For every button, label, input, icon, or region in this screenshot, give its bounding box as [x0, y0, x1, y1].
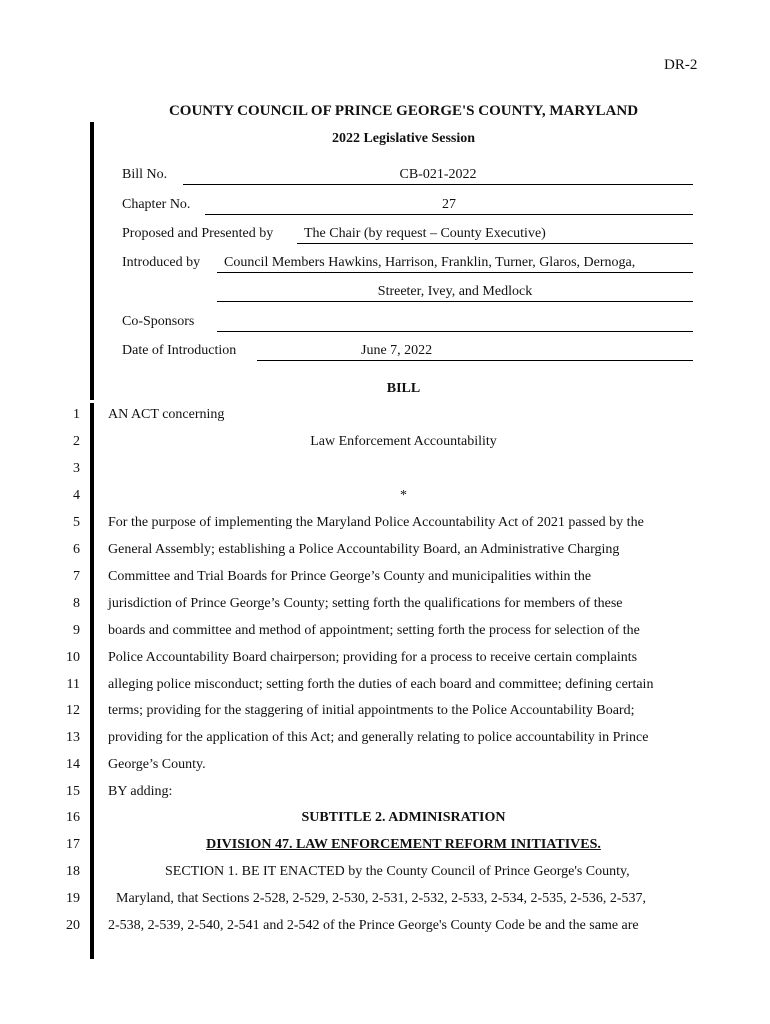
line-number: 8	[73, 596, 80, 611]
body-line: SECTION 1. BE IT ENACTED by the County Council of Prince George's County,	[165, 864, 630, 879]
body-line: For the purpose of implementing the Maryland Police Accountability Act of 2021 passed by the	[108, 515, 644, 530]
chapter-no-value: 27	[205, 197, 693, 215]
line-number: 2	[73, 434, 80, 449]
body-line: Police Accountability Board chairperson; providing for a process to receive certain complaints	[108, 650, 638, 665]
bill-heading: BILL	[386, 381, 421, 396]
division-heading: DIVISION 47. LAW ENFORCEMENT REFORM INITIATIVES.	[206, 837, 601, 852]
introduced-value-2: Streeter, Ivey, and Medlock	[217, 284, 693, 302]
body-line: General Assembly; establishing a Police Accountability Board, an Administrative Charging	[108, 542, 620, 557]
session-title: 2022 Legislative Session	[331, 131, 476, 146]
chapter-no-label: Chapter No.	[122, 197, 191, 212]
body-line: boards and committee and method of appointment; setting forth the process for selection of the	[108, 623, 640, 638]
date-label: Date of Introduction	[122, 343, 237, 358]
revision-bar-top	[90, 122, 94, 400]
body-line: Committee and Trial Boards for Prince George’s County and municipalities within the	[108, 569, 592, 584]
line-number: 15	[66, 784, 80, 799]
revision-bar-body	[90, 403, 94, 959]
line-number: 9	[73, 623, 80, 638]
body-line: AN ACT concerning	[108, 407, 225, 422]
line-number: 11	[66, 677, 80, 692]
body-line: George’s County.	[108, 757, 206, 772]
line-number: 3	[73, 461, 80, 476]
line-number: 14	[66, 757, 80, 772]
line-number: 7	[73, 569, 80, 584]
asterisk-marker: *	[400, 488, 407, 503]
line-number: 16	[66, 810, 80, 825]
council-title: COUNTY COUNCIL OF PRINCE GEORGE'S COUNTY, MARYLAND	[168, 103, 639, 119]
body-line: providing for the application of this Act; and generally relating to police accountability in Prince	[108, 730, 649, 745]
line-number: 13	[66, 730, 80, 745]
proposed-text: The Chair (by request – County Executive)	[304, 226, 546, 241]
body-line: Maryland, that Sections 2-528, 2-529, 2-530, 2-531, 2-532, 2-533, 2-534, 2-535, 2-536, 2-537,	[116, 891, 646, 906]
bill-no-label: Bill No.	[122, 167, 168, 182]
bill-no-value: CB-021-2022	[183, 167, 693, 185]
line-number: 5	[73, 515, 80, 530]
body-line: 2-538, 2-539, 2-540, 2-541 and 2-542 of the Prince George's County Code be and the same are	[108, 918, 639, 933]
line-number: 4	[73, 488, 80, 503]
act-subject: Law Enforcement Accountability	[310, 434, 497, 449]
line-number: 17	[66, 837, 80, 852]
line-number: 10	[66, 650, 80, 665]
introduced-text-1: Council Members Hawkins, Harrison, Franklin, Turner, Glaros, Dernoga,	[224, 255, 636, 270]
body-line: BY adding:	[108, 784, 173, 799]
proposed-label: Proposed and Presented by	[122, 226, 274, 241]
introduced-value-1	[217, 255, 693, 273]
proposed-value	[297, 226, 693, 244]
line-number: 1	[73, 407, 80, 422]
introduced-label: Introduced by	[122, 255, 201, 270]
date-value	[257, 343, 693, 361]
body-line: alleging police misconduct; setting forth the duties of each board and committee; defining certain	[108, 677, 654, 692]
line-number: 18	[66, 864, 80, 879]
line-number: 12	[66, 703, 80, 718]
body-line: terms; providing for the staggering of initial appointments to the Police Accountability Board;	[108, 703, 635, 718]
date-text: June 7, 2022	[361, 343, 433, 358]
line-number: 20	[66, 918, 80, 933]
line-number: 19	[66, 891, 80, 906]
document-id: DR-2	[664, 57, 698, 73]
body-line: jurisdiction of Prince George’s County; setting forth the qualifications for members of these	[108, 596, 623, 611]
cosponsors-value	[217, 314, 693, 332]
line-number: 6	[73, 542, 80, 557]
cosponsors-label: Co-Sponsors	[122, 314, 195, 329]
subtitle-heading: SUBTITLE 2. ADMINISRATION	[301, 810, 506, 825]
